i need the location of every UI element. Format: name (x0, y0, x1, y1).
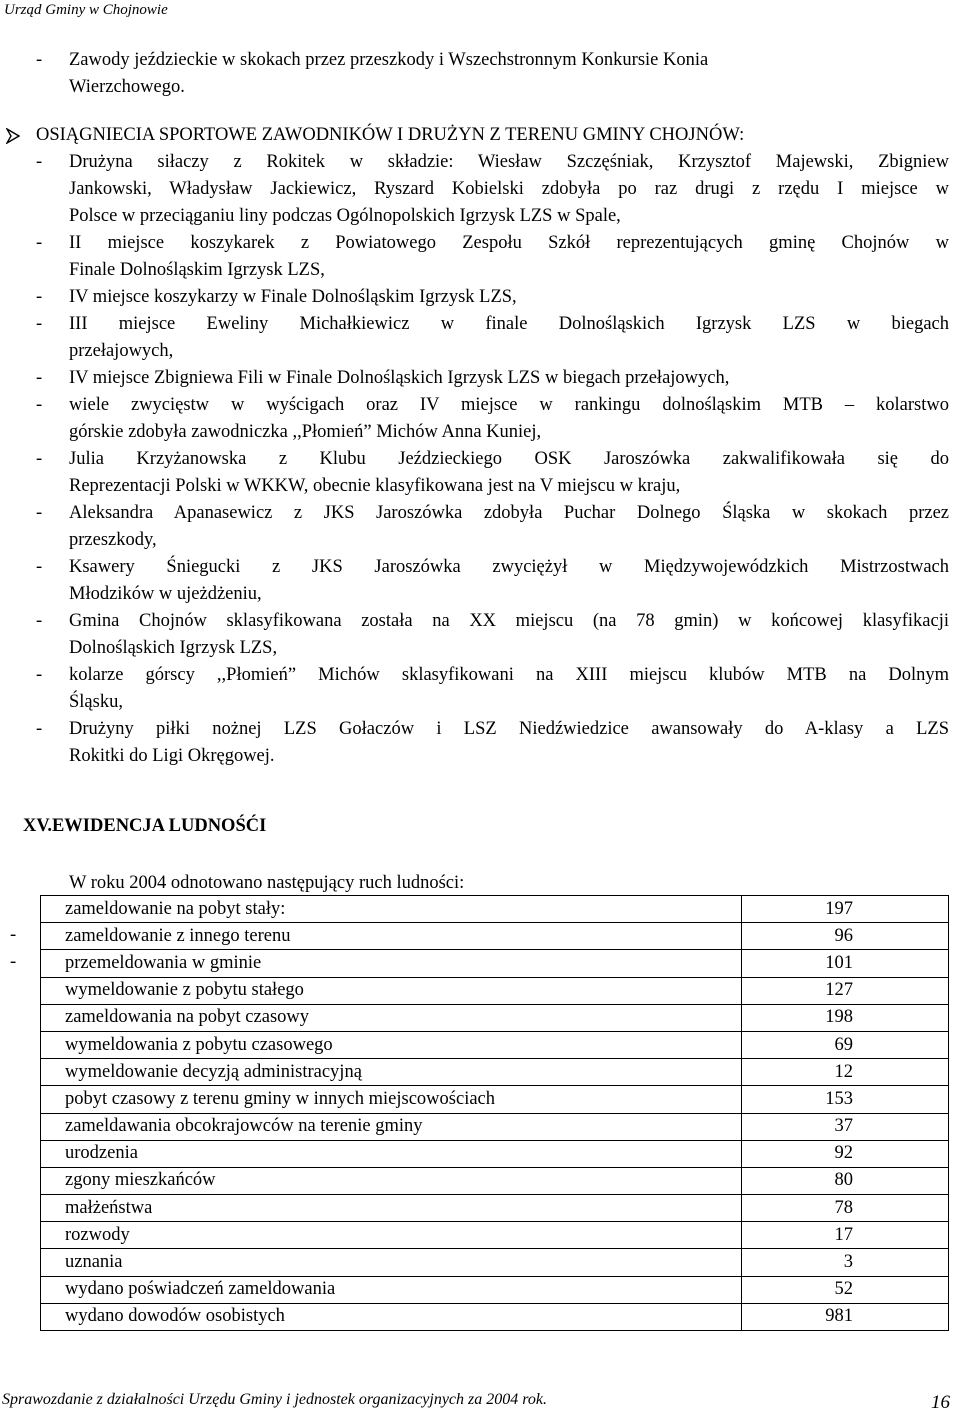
list-dash: - (36, 287, 43, 307)
row-value: 37 (742, 1113, 949, 1140)
intro-line-2: Wierzchowego. (69, 77, 185, 97)
achievement-line: IV miejsce Zbigniewa Fili w Finale Dolnośląskich Igrzysk LZS w biegach przełajowych, (69, 368, 730, 388)
achievement-line: Jankowski, Władysław Jackiewicz, Ryszard Kobielski zdobyła po raz drugi z rzędu I miejsce w (69, 179, 949, 199)
section-title: XV.EWIDENCJA LUDNOŚĆI (23, 816, 267, 836)
population-table (40, 895, 949, 1331)
achievement-line: Drużyna siłaczy z Rokitek w składzie: Wiesław Szczęśniak, Krzysztof Majewski, Zbigniew (69, 152, 949, 172)
row-label: zameldowania na pobyt czasowy (41, 1004, 742, 1031)
table-row (41, 1249, 949, 1276)
list-dash: - (36, 503, 43, 523)
row-label: zgony mieszkańców (41, 1167, 742, 1194)
list-dash: - (36, 665, 43, 685)
table-row (41, 1086, 949, 1113)
table-row (41, 1059, 949, 1086)
achievement-line: III miejsce Eweliny Michałkiewicz w finale Dolnośląskich Igrzysk LZS w biegach (69, 314, 949, 334)
row-label: urodzenia (41, 1140, 742, 1167)
row-value: 198 (742, 1004, 949, 1031)
arrow-bullet-icon (6, 128, 20, 144)
row-label: przemeldowania w gminie (41, 950, 742, 977)
table-row (41, 896, 949, 923)
row-label: zameldowanie z innego terenu (41, 923, 742, 950)
achievement-line: Reprezentacji Polski w WKKW, obecnie klasyfikowana jest na V miejscu w kraju, (69, 476, 681, 496)
achievement-line: górskie zdobyła zawodniczka ,,Płomień” Michów Anna Kuniej, (69, 422, 542, 442)
achievement-line: wiele zwycięstw w wyścigach oraz IV miejsce w rankingu dolnośląskim MTB – kolarstwo (69, 395, 949, 415)
achievement-line: kolarze górscy ,,Płomień” Michów sklasyfikowani na XIII miejscu klubów MTB na Dolnym (69, 665, 949, 685)
achievement-line: przełajowych, (69, 341, 174, 361)
table-intro: W roku 2004 odnotowano następujący ruch ludności: (69, 873, 465, 893)
list-dash: - (36, 50, 43, 70)
table-row (41, 977, 949, 1004)
table-row (41, 1167, 949, 1194)
row-value: 96 (742, 923, 949, 950)
achievement-line: Aleksandra Apanasewicz z JKS Jaroszówka zdobyła Puchar Dolnego Śląska w skokach przez (69, 503, 949, 523)
intro-line-1: Zawody jeździeckie w skokach przez przeszkody i Wszechstronnym Konkursie Konia (69, 50, 709, 70)
list-dash: - (36, 611, 43, 631)
row-label: wydano poświadczeń zameldowania (41, 1276, 742, 1303)
row-value: 12 (742, 1059, 949, 1086)
achievement-line: Rokitki do Ligi Okręgowej. (69, 746, 275, 766)
row-dash: - (10, 952, 17, 973)
row-value: 80 (742, 1167, 949, 1194)
row-dash: - (10, 925, 17, 945)
table-row (41, 1276, 949, 1303)
achievement-line: Polsce w przeciąganiu liny podczas Ogólnopolskich Igrzysk LZS w Spale, (69, 206, 621, 226)
list-dash: - (36, 719, 43, 739)
table-row (41, 1222, 949, 1249)
row-value: 3 (742, 1249, 949, 1276)
achievement-line: przeszkody, (69, 530, 157, 550)
row-label: zameldawania obcokrajowców na terenie gminy (41, 1113, 742, 1140)
row-value: 101 (742, 950, 949, 977)
row-label: pobyt czasowy z terenu gminy w innych miejscowościach (41, 1086, 742, 1113)
list-dash: - (36, 314, 43, 334)
row-label: uznania (41, 1249, 742, 1276)
list-dash: - (36, 395, 43, 415)
achievement-line: Dolnośląskich Igrzysk LZS, (69, 638, 278, 658)
table-row (41, 1004, 949, 1031)
row-value: 92 (742, 1140, 949, 1167)
achievement-line: Drużyny piłki nożnej LZS Gołaczów i LSZ Niedźwiedzice awansowały do A-klasy a LZS (69, 719, 949, 739)
row-value: 153 (742, 1086, 949, 1113)
row-label: wymeldowanie decyzją administracyjną (41, 1059, 742, 1086)
row-value: 52 (742, 1276, 949, 1303)
achievement-line: Gmina Chojnów sklasyfikowana została na XX miejscu (na 78 gmin) w końcowej klasyfikacji (69, 611, 949, 631)
achievement-line: Ksawery Śniegucki z JKS Jaroszówka zwyciężył w Międzywojewódzkich Mistrzostwach (69, 557, 949, 577)
row-value: 69 (742, 1031, 949, 1058)
achievement-line: Finale Dolnośląskim Igrzysk LZS, (69, 260, 325, 280)
achievement-line: Młodzików w ujeżdżeniu, (69, 584, 262, 604)
achievement-line: Julia Krzyżanowska z Klubu Jeździeckiego OSK Jaroszówka zakwalifikowała się do (69, 449, 949, 469)
row-value: 78 (742, 1195, 949, 1222)
row-label: małżeństwa (41, 1195, 742, 1222)
achievement-line: IV miejsce koszykarzy w Finale Dolnośląskim Igrzysk LZS, (69, 287, 517, 307)
row-label: rozwody (41, 1222, 742, 1249)
achievements-heading: OSIĄGNIECIA SPORTOWE ZAWODNIKÓW I DRUŻYN Z TERENU GMINY CHOJNÓW: (36, 125, 745, 145)
list-dash: - (36, 368, 43, 388)
list-dash: - (36, 152, 43, 172)
table-row (41, 923, 949, 950)
table-row (41, 1195, 949, 1222)
achievement-line: Śląsku, (69, 692, 123, 712)
row-value: 981 (742, 1303, 949, 1330)
table-row (41, 1140, 949, 1167)
row-value: 197 (742, 896, 949, 923)
list-dash: - (36, 233, 43, 253)
page-footer: Sprawozdanie z działalności Urzędu Gminy i jednostek organizacyjnych za 2004 rok. (2, 1391, 547, 1408)
row-label: wydano dowodów osobistych (41, 1303, 742, 1330)
table-row (41, 1303, 949, 1330)
table-row (41, 1031, 949, 1058)
list-dash: - (36, 449, 43, 469)
row-value: 127 (742, 977, 949, 1004)
row-label: wymeldowania z pobytu czasowego (41, 1031, 742, 1058)
row-label: wymeldowanie z pobytu stałego (41, 977, 742, 1004)
table-row (41, 1113, 949, 1140)
achievement-line: II miejsce koszykarek z Powiatowego Zespołu Szkół reprezentujących gminę Chojnów w (69, 233, 949, 253)
row-value: 17 (742, 1222, 949, 1249)
page-number: 16 (931, 1392, 950, 1413)
list-dash: - (36, 557, 43, 577)
page-header: Urząd Gminy w Chojnowie (4, 2, 168, 18)
table-row (41, 950, 949, 977)
row-label: zameldowanie na pobyt stały: (41, 896, 742, 923)
